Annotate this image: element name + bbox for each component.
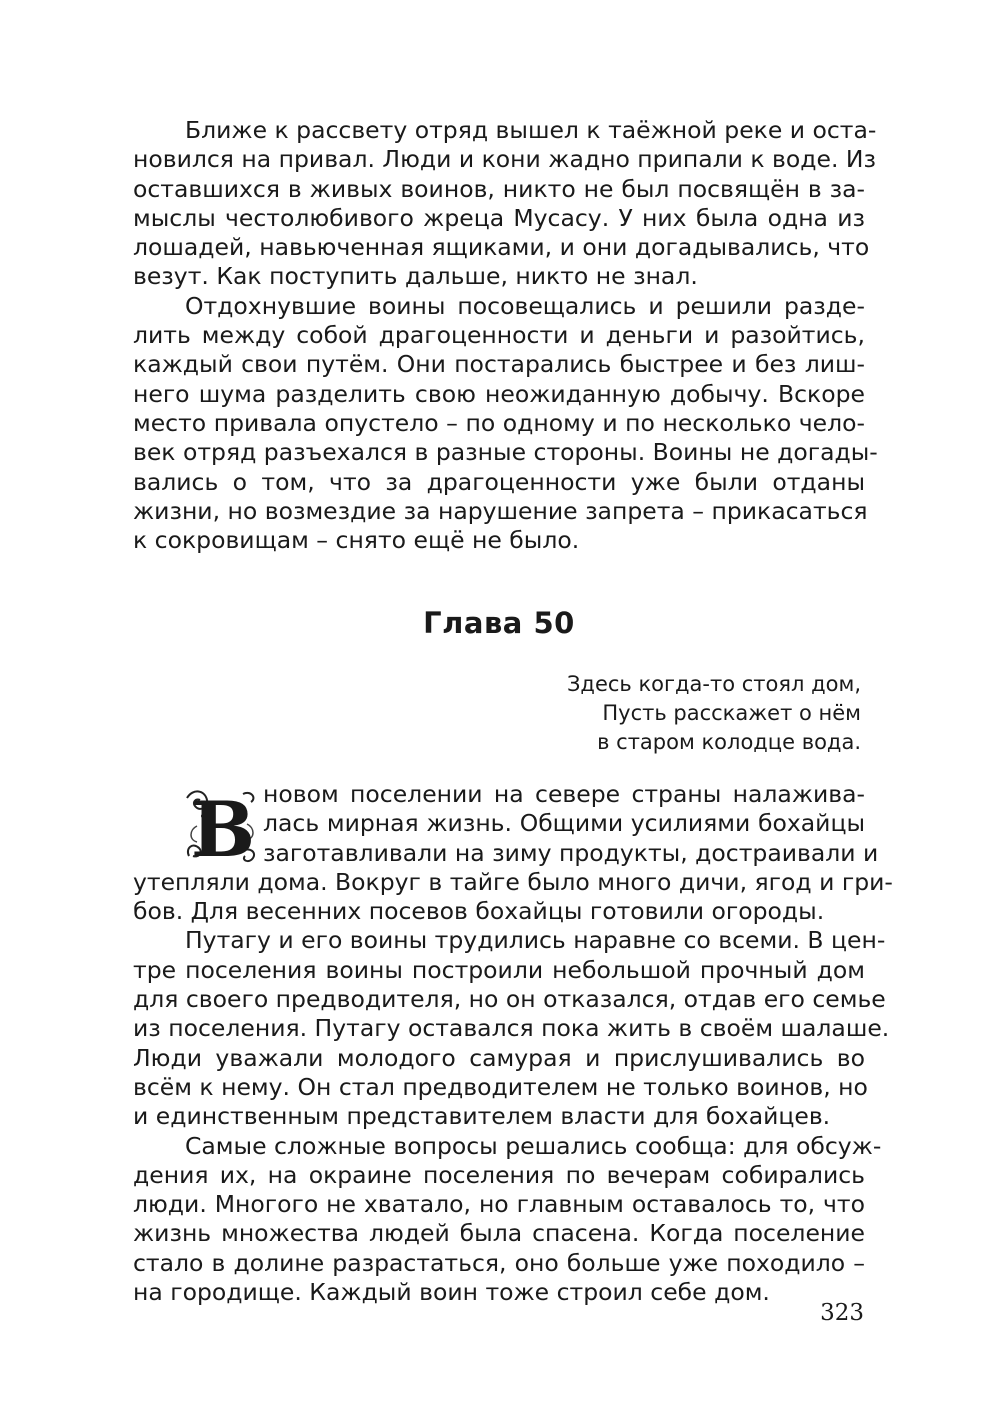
text-line: век отряд разъехался в разные стороны. Воины не догады- bbox=[133, 438, 878, 467]
text-line: и единственным представителем власти для бохайцев. bbox=[133, 1102, 831, 1131]
text-line: лить между собой драгоценности и деньги и разойтись, bbox=[133, 321, 865, 350]
text-line: жизнь множества людей была спасена. Когда поселение bbox=[133, 1219, 865, 1248]
text-line: утепляли дома. Вокруг в тайге было много дичи, ягод и гри- bbox=[133, 867, 893, 896]
text-block-top bbox=[133, 116, 878, 555]
epigraph-line: в старом колодце вода. bbox=[597, 730, 861, 754]
dropcap-ornament bbox=[183, 786, 261, 866]
text-line: Люди уважали молодого самурая и прислушивались во bbox=[133, 1043, 865, 1072]
text-line: жизни, но возмездие за нарушение запрета – прикасаться bbox=[133, 496, 868, 525]
epigraph-line: Пусть расскажет о нём bbox=[602, 701, 861, 725]
text-line: каждый свои путём. Они постарались быстрее и без лиш- bbox=[133, 350, 865, 379]
text-line: для своего предводителя, но он отказался, отдав его семье bbox=[133, 985, 886, 1014]
text-line: бов. Для весенних посевов бохайцы готовили огороды. bbox=[133, 897, 825, 926]
text-line: заготавливали на зиму продукты, достраивали и bbox=[263, 838, 879, 867]
text-line: вались о том, что за драгоценности уже были отданы bbox=[133, 467, 865, 496]
text-line: него шума разделить свою неожиданную добычу. Вскоре bbox=[133, 379, 865, 408]
text-line: из поселения. Путагу оставался пока жить в своём шалаше. bbox=[133, 1014, 890, 1043]
dropcap-letter: В bbox=[190, 786, 256, 866]
page-number: 323 bbox=[820, 1300, 864, 1326]
text-line: дения их, на окраине поселения по вечерам собирались bbox=[133, 1160, 865, 1189]
epigraph bbox=[567, 670, 861, 757]
book-page bbox=[133, 116, 893, 1307]
text-line: лась мирная жизнь. Общими усилиями бохайцы bbox=[263, 809, 865, 838]
text-line: оставшихся в живых воинов, никто не был посвящён в за- bbox=[133, 174, 865, 203]
text-line: стало в долине разрастаться, оно больше уже походило – bbox=[133, 1248, 865, 1277]
text-line: на городище. Каждый воин тоже строил себе дом. bbox=[133, 1278, 770, 1307]
text-line: место привала опустело – по одному и по несколько чело- bbox=[133, 408, 865, 437]
text-line: Путагу и его воины трудились наравне со всеми. В цен- bbox=[185, 926, 886, 955]
text-line: новился на привал. Люди и кони жадно припали к воде. Из bbox=[133, 145, 877, 174]
epigraph-line: Здесь когда-то стоял дом, bbox=[566, 672, 861, 696]
text-line: тре поселения воины построили небольшой прочный дом bbox=[133, 955, 865, 984]
text-line: везут. Как поступить дальше, никто не знал. bbox=[133, 262, 698, 291]
text-block-bottom bbox=[133, 780, 893, 1307]
text-line: к сокровищам – снято ещё не было. bbox=[133, 526, 580, 555]
text-line: новом поселении на севере страны налажива- bbox=[263, 780, 865, 808]
text-line: Отдохнувшие воины посовещались и решили разде- bbox=[185, 291, 865, 320]
text-line: люди. Многого не хватало, но главным оставалось то, что bbox=[133, 1190, 865, 1219]
text-line: Самые сложные вопросы решались сообща: для обсуж- bbox=[185, 1131, 882, 1160]
text-line: всём к нему. Он стал предводителем не только воинов, но bbox=[133, 1072, 868, 1101]
text-line: мыслы честолюбивого жреца Мусасу. У них была одна из bbox=[133, 203, 865, 232]
text-line: лошадей, навьюченная ящиками, и они догадывались, что bbox=[133, 233, 870, 262]
text-line: Ближе к рассвету отряд вышел к таёжной реке и оста- bbox=[185, 116, 877, 144]
chapter-title: Глава 50 bbox=[423, 606, 575, 640]
